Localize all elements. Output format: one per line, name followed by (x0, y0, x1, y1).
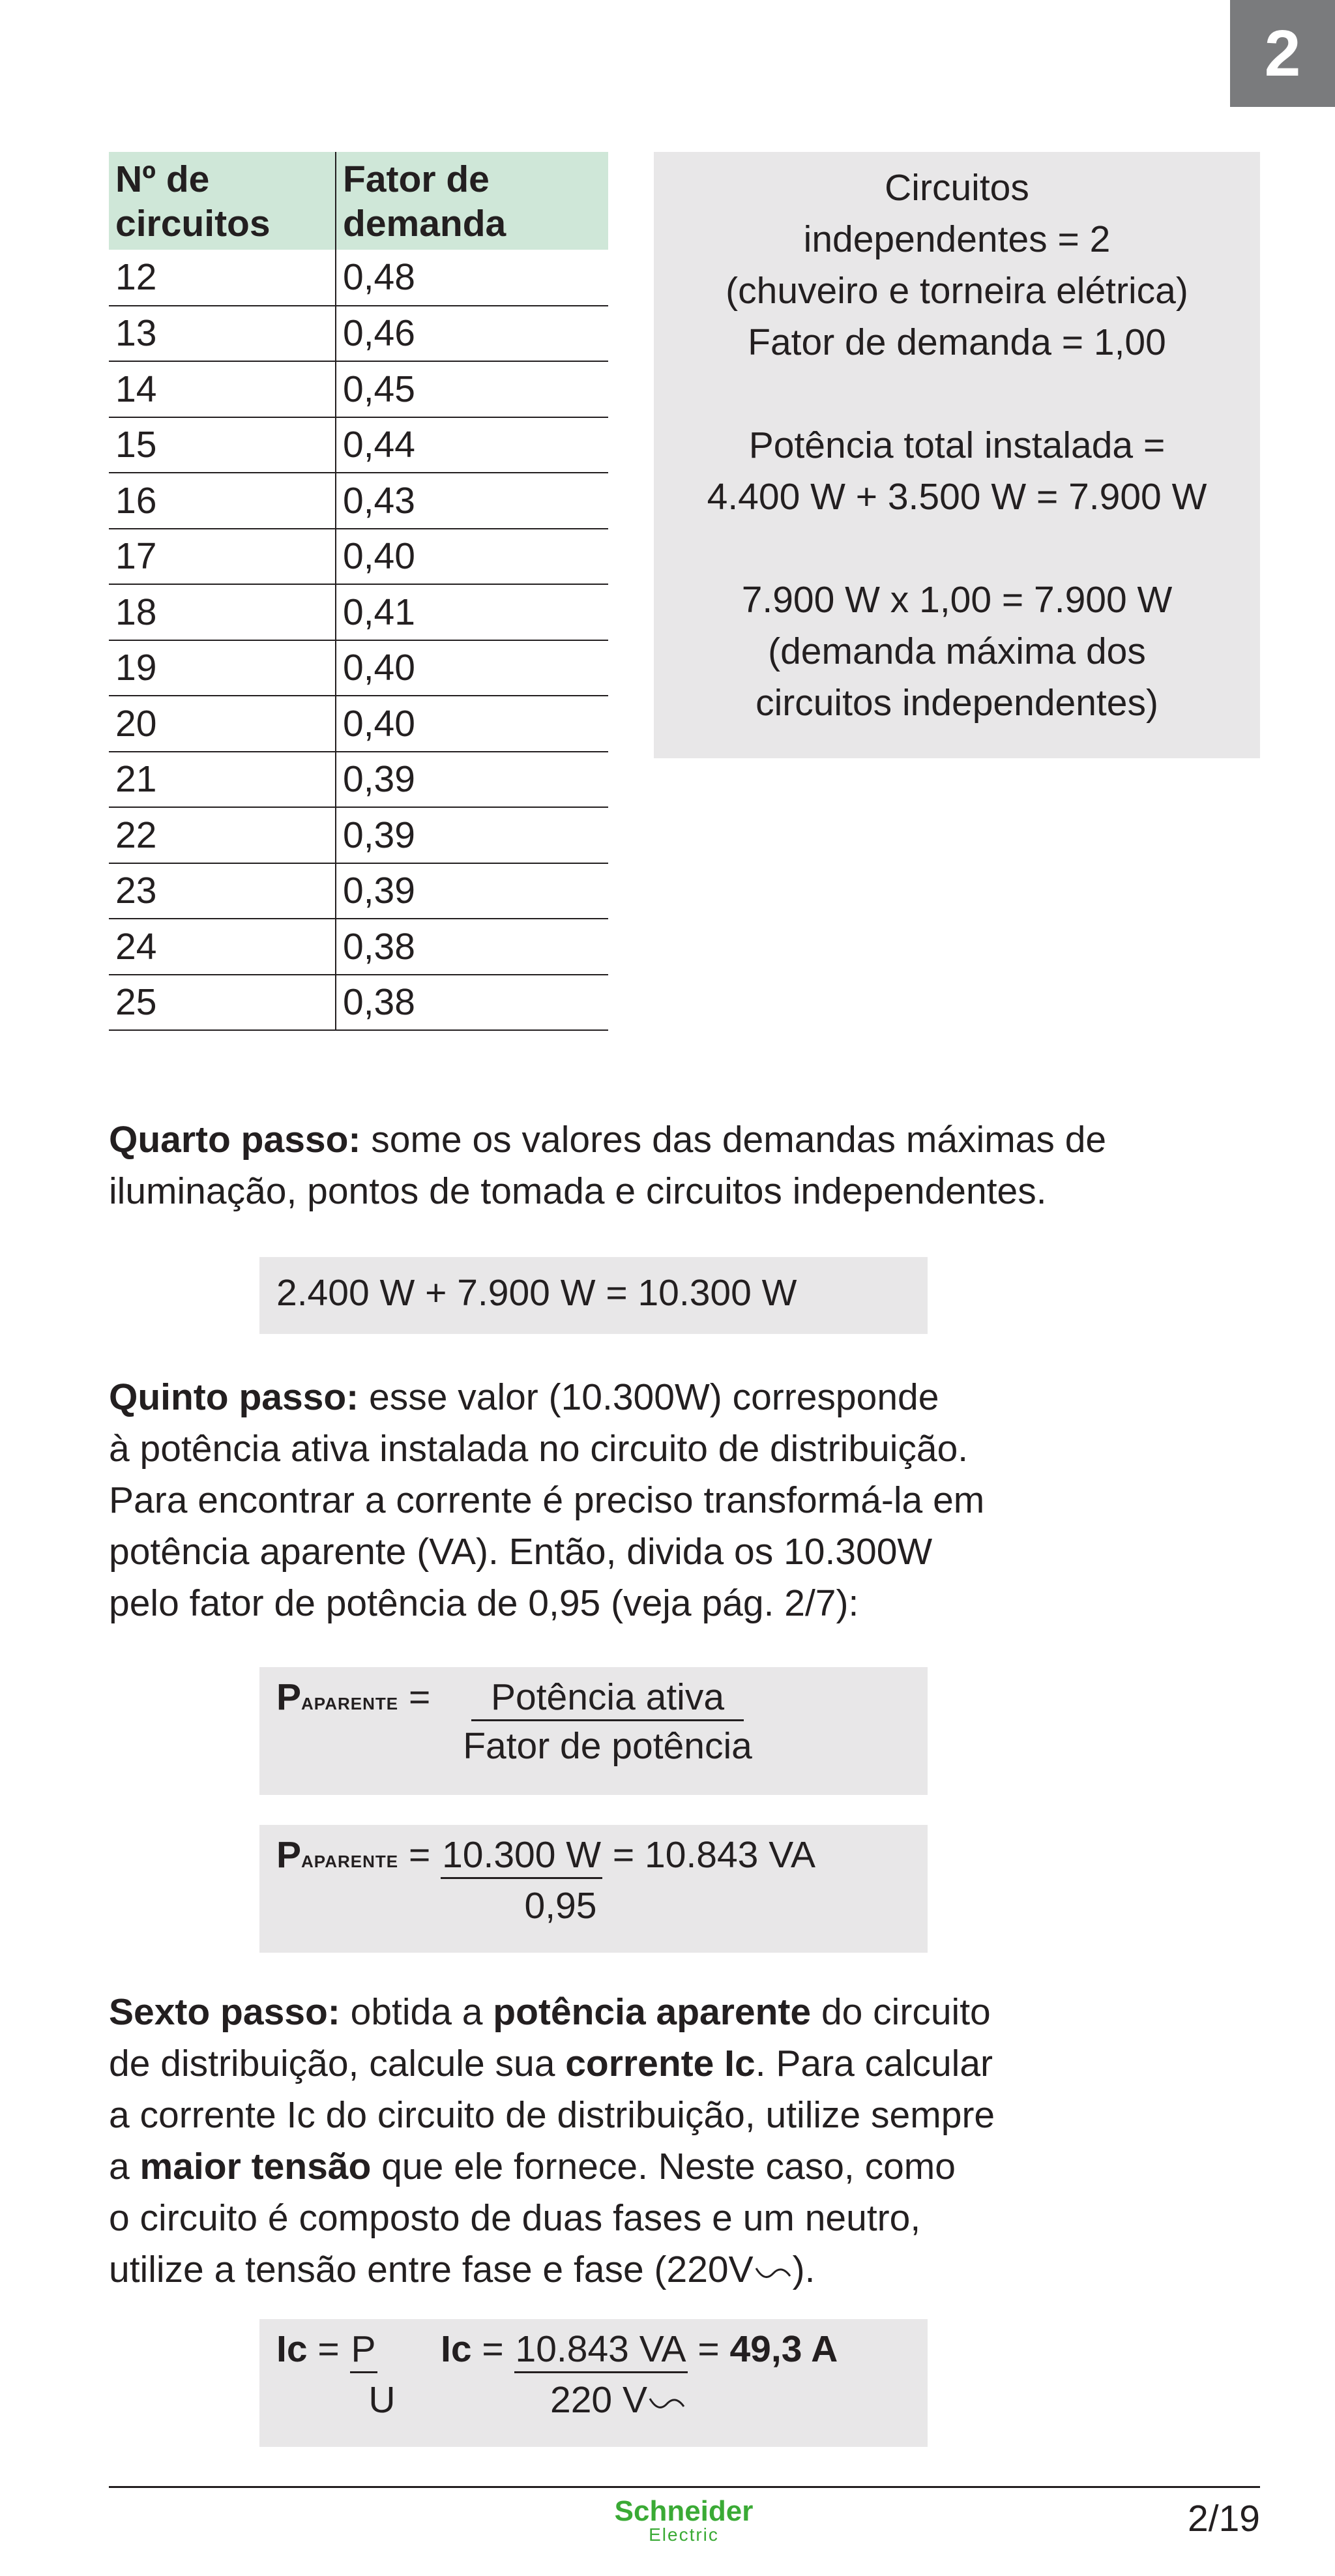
apparent-power-formula-box: PAPARENTE = Potência ativa Fator de potência (259, 1667, 928, 1795)
table-row (109, 584, 608, 640)
demand-factor-cell: 0,38 (336, 975, 608, 1031)
step4-formula: 2.400 W + 7.900 W = 10.300 W (276, 1272, 797, 1314)
table-row (109, 863, 608, 919)
table-row (109, 640, 608, 696)
calc-numerator: 10.300 W (441, 1833, 602, 1879)
demand-factor-cell: 0,39 (336, 752, 608, 808)
schneider-electric-logo: Schneider Electric (614, 2495, 754, 2545)
table-header-row (109, 152, 608, 250)
footer-divider (109, 2486, 1260, 2488)
table-row (109, 473, 608, 529)
table-row (109, 417, 608, 473)
info-paragraph-2: Potência total instalada = 4.400 W + 3.500 W = 7.900 W (707, 424, 1207, 518)
circuit-count-cell: 15 (109, 417, 336, 473)
demand-factor-cell: 0,40 (336, 696, 608, 752)
demand-factor-table (109, 152, 608, 1031)
ic-result: 49,3 A (729, 2328, 838, 2370)
table-row (109, 529, 608, 585)
ac-wave-icon (647, 2390, 686, 2416)
demand-factor-cell: 0,41 (336, 584, 608, 640)
info-paragraph-1: Circuitos independentes = 2 (chuveiro e torneira elétrica) Fator de demanda = 1,00 (726, 167, 1188, 363)
demand-factor-cell: 0,40 (336, 640, 608, 696)
ic-calc-denominator: 220 V (550, 2375, 686, 2425)
circuit-count-cell: 17 (109, 529, 336, 585)
table-row (109, 752, 608, 808)
demand-factor-cell: 0,46 (336, 306, 608, 362)
step6-paragraph: Sexto passo: obtida a potência aparente do circuito de distribuição, calcule sua corrente Ic. Para calcular a corrente Ic do circuito de distribuição, utilize sempre a maior tensão que ele fornece. Neste caso, como o circuito é composto de duas fases e um neutro, utilize a tensão entre fase e fase (220V ). (109, 1991, 995, 2290)
header-circuits: Nº de circuitos (109, 152, 336, 250)
step4-paragraph: Quarto passo: some os valores das demandas máximas de iluminação, pontos de tomada e circuitos independentes. (109, 1119, 1107, 1212)
ic-formula-numerator: P (350, 2327, 377, 2373)
demand-factor-cell: 0,40 (336, 529, 608, 585)
formula-numerator: Potência ativa (471, 1675, 744, 1721)
demand-factor-cell: 0,44 (336, 417, 608, 473)
header-demand-factor: Fator de demanda (336, 152, 608, 250)
ic-calc-numerator: 10.843 VA (514, 2327, 688, 2373)
circuit-count-cell: 13 (109, 306, 336, 362)
independent-circuits-box (654, 152, 1260, 758)
demand-factor-cell: 0,43 (336, 473, 608, 529)
current-formula-box: Ic = P U Ic = 10.843 VA = 49,3 A 220 V (259, 2319, 928, 2447)
apparent-power-calc-box: PAPARENTE = 10.300 W = 10.843 VA 0,95 (259, 1825, 928, 1953)
circuit-count-cell: 22 (109, 807, 336, 863)
demand-factor-cell: 0,38 (336, 919, 608, 975)
table-row (109, 807, 608, 863)
table-row (109, 919, 608, 975)
formula-denominator: Fator de potência (463, 1725, 752, 1767)
table-row (109, 250, 608, 306)
info-paragraph-3: 7.900 W x 1,00 = 7.900 W (demanda máxima dos circuitos independentes) (741, 579, 1173, 724)
demand-factor-cell: 0,39 (336, 807, 608, 863)
circuit-count-cell: 23 (109, 863, 336, 919)
circuit-count-cell: 16 (109, 473, 336, 529)
circuit-count-cell: 21 (109, 752, 336, 808)
circuit-count-cell: 20 (109, 696, 336, 752)
ac-wave-icon (754, 2259, 793, 2285)
step4-formula-box (259, 1257, 928, 1334)
circuit-count-cell: 25 (109, 975, 336, 1031)
chapter-tab: 2 (1230, 0, 1335, 107)
ic-formula-denominator: U (368, 2379, 396, 2421)
table-row (109, 306, 608, 362)
circuit-count-cell: 19 (109, 640, 336, 696)
table-row (109, 975, 608, 1031)
table-row (109, 696, 608, 752)
calc-denominator: 0,95 (524, 1885, 597, 1927)
circuit-count-cell: 18 (109, 584, 336, 640)
table-row (109, 361, 608, 417)
demand-factor-cell: 0,39 (336, 863, 608, 919)
circuit-count-cell: 24 (109, 919, 336, 975)
page-number: 2/19 (1188, 2498, 1260, 2539)
demand-factor-cell: 0,48 (336, 250, 608, 306)
demand-factor-cell: 0,45 (336, 361, 608, 417)
circuit-count-cell: 12 (109, 250, 336, 306)
circuit-count-cell: 14 (109, 361, 336, 417)
step5-paragraph: Quinto passo: esse valor (10.300W) corresponde à potência ativa instalada no circuito de distribuição. Para encontrar a corrente é preciso transformá-la em potência aparente (VA). Então, divida os 10.300W pelo fator de potência de 0,95 (veja pág. 2/7): (109, 1376, 985, 1624)
